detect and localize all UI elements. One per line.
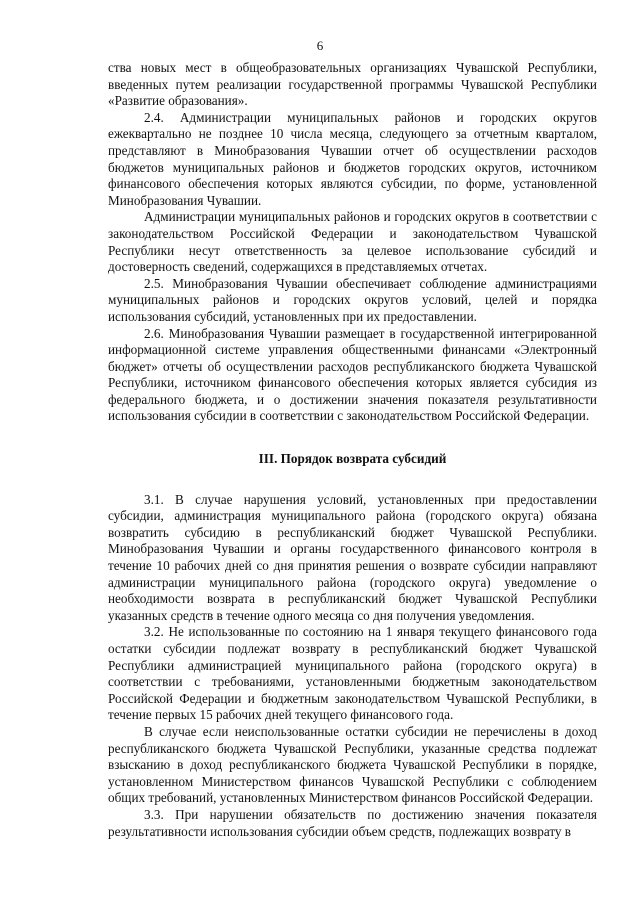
paragraph-3-2: 3.2. Не использованные по состоянию на 1 января текущего финансового года остатки субсидии подлежат возврату в республиканский бюджет Чувашской Республики администрацией муниципального района (городского округа) в соответствии с требованиями, установленными бюджетным законодательством Российской Федерации и бюджетным законодательством Чувашской Республики, в течение первых 15 рабочих дней текущего финансового года.: [108, 624, 597, 723]
paragraph-2-5: 2.5. Минобразования Чувашии обеспечивает соблюдение администрациями муниципальных районов и городских округов условий, целей и порядка использования субсидий, установленных при их предоставлении.: [108, 275, 597, 324]
paragraph-responsibility: Администрации муниципальных районов и городских округов в соответствии с законодательством Российской Федерации и законодательством Чувашской Республики несут ответственность за целевое использование субсидий и достоверность сведений, содержащихся в представляемых отчетах.: [108, 209, 597, 275]
paragraph-unused-balances: В случае если неиспользованные остатки субсидии не перечислены в доход республиканского бюджета Чувашской Республики, указанные средства подлежат взысканию в доход республиканского бюджета Чувашской Республики в порядке, установленном Министерством финансов Чувашской Республики с соблюдением общих требований, установленных Министерством финансов Российской Федерации.: [108, 723, 597, 806]
page-number: 6: [316, 38, 324, 53]
paragraph-2-4: 2.4. Администрации муниципальных районов и городских округов ежеквартально не позднее 10 числа месяца, следующего за отчетным кварталом, представляют в Минобразования Чувашии отчет об осуществлении расходов бюджетов муниципальных районов и бюджетов городских округов, источником финансового обеспечения которых являются субсидии, по форме, установленной Минобразования Чувашии.: [108, 109, 597, 208]
paragraph-2-6: 2.6. Минобразования Чувашии размещает в государственной интегрированной информационной системе управления общественными финансами «Электронный бюджет» отчеты об осуществлении расходов республиканского бюджета Чувашской Республики, источником финансового обеспечения которых является субсидия из федерального бюджета, и о достижении значения показателя результативности использования субсидии в соответствии с законодательством Российской Федерации.: [108, 325, 597, 424]
paragraph-3-3: 3.3. При нарушении обязательств по достижению значения показателя результативности использования субсидии объем средств, подлежащих возврату в: [108, 806, 597, 839]
section-title: III. Порядок возврата субсидий: [258, 451, 447, 467]
paragraph-continuation: ства новых мест в общеобразовательных организациях Чувашской Республики, введенных путем реализации государственной программы Чувашской Республики «Развитие образования».: [108, 60, 597, 109]
paragraph-3-1: 3.1. В случае нарушения условий, установленных при предоставлении субсидии, администрация муниципального района (городского округа) обязана возвратить субсидию в республиканский бюджет Чувашской Республики. Минобразования Чувашии и органы государственного финансового контроля в течение 10 рабочих дней со дня принятия решения о возврате субсидии направляют администрации муниципального района (городского округа) уведомление о необходимости возврата в республиканский бюджет Чувашской Республики указанных средств в течение одного месяца со дня получения уведомления.: [108, 491, 597, 623]
document-body: [108, 60, 597, 840]
